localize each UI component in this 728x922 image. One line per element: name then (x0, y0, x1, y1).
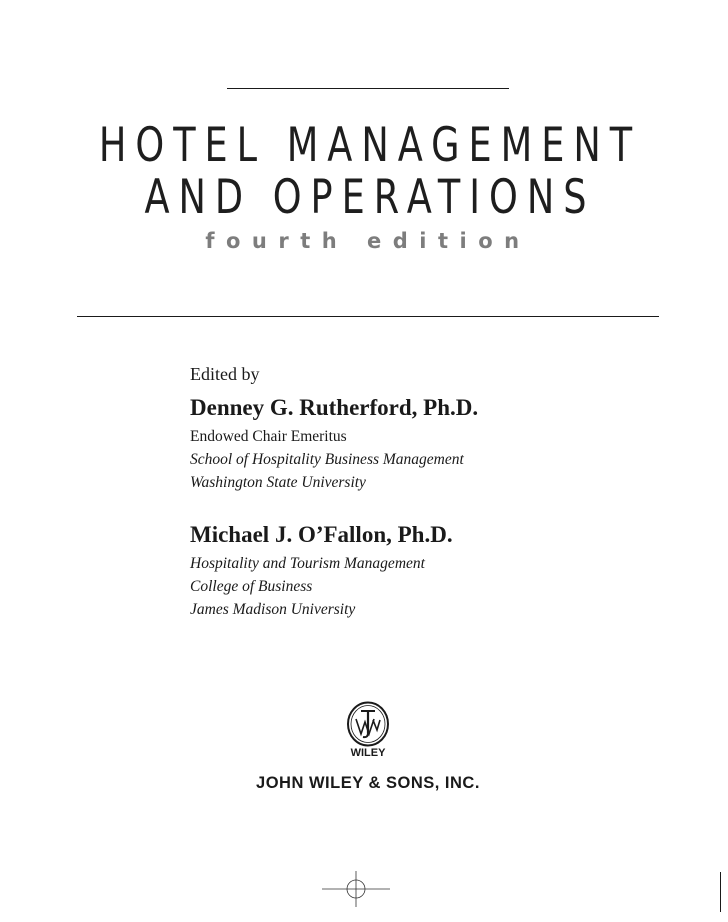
editor-name-1: Denney G. Rutherford, Ph.D. (190, 395, 479, 420)
wiley-logo-icon (344, 700, 392, 750)
edited-by-label: Edited by (190, 364, 260, 384)
editor-name-2: Michael J. O’Fallon, Ph.D. (190, 522, 453, 547)
wiley-logo-text: WILEY (350, 747, 386, 759)
section-rule (77, 316, 659, 317)
editor-2-affiliation-university: James Madison University (190, 601, 356, 618)
book-title-line-1: HOTEL MANAGEMENT (98, 118, 642, 173)
editor-2-affiliation-college: College of Business (190, 578, 313, 595)
top-rule (227, 88, 509, 89)
crop-edge-mark (720, 872, 721, 912)
editor-1-affiliation-university: Washington State University (190, 474, 366, 491)
editor-1-affiliation-title: Endowed Chair Emeritus (190, 428, 347, 445)
edition-label: fourth edition (205, 229, 531, 253)
editor-2-affiliation-department: Hospitality and Tourism Management (190, 555, 425, 572)
book-title-line-2: AND OPERATIONS (144, 170, 596, 225)
registration-mark-icon (322, 871, 390, 907)
editor-1-affiliation-school: School of Hospitality Business Management (190, 451, 464, 468)
publisher-name: JOHN WILEY & SONS, INC. (256, 774, 480, 792)
